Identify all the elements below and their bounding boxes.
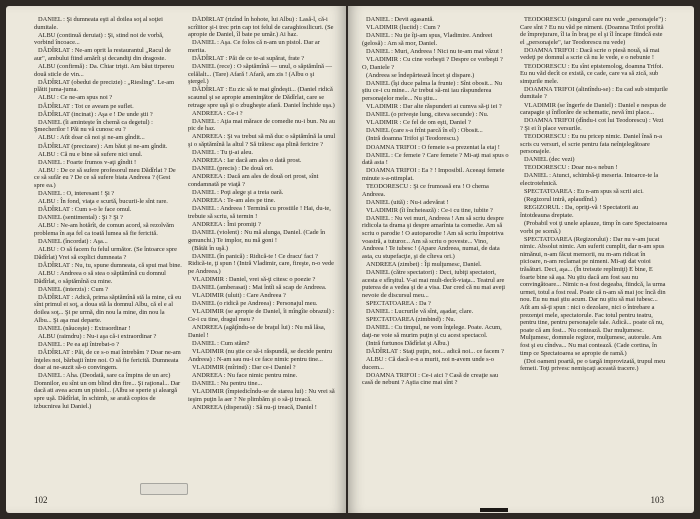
dialogue-line: (Andreea se îndepărtează încet şi dispare.) — [366, 71, 475, 79]
dialogue-line: VLADIMIR (împiedicîndu-se de starea lui) : Nu vrei să ieşim puţin la aer ? Ne plimbăm şi o să-ţi treacă. — [188, 387, 335, 403]
dialogue-line: VLADIMIR (se apropie de Daniel, îi mîngîie obrazul) : Ce-i cu tine, dragul meu ? — [188, 308, 335, 324]
dialogue-line: DANIEL : Poţi alege şi a treia oară. — [192, 189, 284, 197]
dialogue-line: DĂDÎRLAT : Eu zic să te mai gîndeşti... (Daniel ridică scaunul şi se apropie ameninţător de Dădîrlat, care se retrage spre uşă şi o zbugheşte afară. Daniel închide uşa.) — [188, 86, 335, 109]
right-page — [348, 6, 694, 513]
dialogue-line: VLADIMIR (mîrind) : Dar ce-i Daniel ? — [192, 363, 296, 371]
dialogue-line: DANIEL : Tu ţi-ai aleu. — [192, 149, 254, 157]
left-page — [6, 6, 346, 513]
dialogue-line: DANIEL : Aşa. Ce folos că n-am un pistol. Dar ar merita. — [188, 39, 320, 54]
dialogue-line: DOAMNA TRIFOI : Dacă scrie o piesă nouă, să mai vedeţi pe domnul a scrie că nu le vede, e o nebunie ! — [520, 46, 660, 62]
dialogue-line: ALBU : Ce ne-am spus noi ? — [38, 94, 113, 102]
dialogue-line: DĂDÎRLAT (precizare) : Am băut şi ne-am gîndit. — [38, 142, 168, 150]
dialogue-line: ALBU : Că nu e bine să sufere nici unul. — [38, 150, 143, 158]
dialogue-line: DANIEL (amberasat) : Mai întîi să scap de Andreea. — [192, 284, 327, 292]
dialogue-line: DANIEL : Foarte frumos v-aţi gîndit ! — [38, 158, 137, 166]
dialogue-line: DANIEL : Cu timpul, ne vom înţelege. Poate. Acum, daţi-ne voie să murim puţin şi cu acest spectacol. — [362, 324, 502, 339]
right-page-column-2 — [520, 16, 668, 486]
dialogue-line: TEODORESCU : Doar nu-s nebun ! — [524, 164, 618, 172]
dialogue-line: DANIEL : Andreea ! Termină cu prostiile ! Hai, du-te, trebuie să scriu, să termin ! — [188, 205, 331, 220]
dialogue-line: DANIEL : O, interesant ! Şi ? — [38, 190, 115, 198]
dialogue-line: VLADIMIR : Daniel, vrei să-ţi citesc o poezie ? — [192, 276, 316, 284]
dialogue-line: DĂDÎRLAT : Nu, tu, spune dumneata, că spui mai bine. — [38, 261, 182, 269]
dialogue-line: DANIEL (năuceşte) : Extraordinar ! — [38, 324, 131, 332]
dialogue-line: ANDREEA (disperată) : Să nu-ţi treacă, Daniel ! — [192, 403, 317, 411]
dialogue-line: DANIEL : Ce femeie ? Care femeie ? Mi-aţi mai spus o dată asta ! — [362, 151, 509, 167]
dialogue-line: DĂDÎRLAT : Adică, prima săptămînă stă la mine, că eu sînt primul ei soţ, a doua stă la domnul Albu, că el e al doilea soţ... Şi pe urmă, din nou la mine, din nou la Albu... Şi aşa mai departe. — [34, 293, 182, 324]
dialogue-line: DANIEL (o priveşte lung, citeva secunde) : Nu. — [366, 111, 489, 119]
dialogue-line: DĂDÎRLAT : Tot ce aveam pe suflet. — [38, 102, 134, 110]
dialogue-line: ANDREEA : Dacă am ales de două ori prost, sînt condamnată pe viaţă ? — [188, 173, 319, 188]
dialogue-line: DOAMNA TRIFOI : O femeie s-a prezentat la etaj ! — [366, 143, 500, 151]
dialogue-line: DANIEL (rece) : O săptămînă — unul, o săptămînă — celălalt... (Tare) Afară ! Afară, am zis ! (Albu o şi ştergel.) — [188, 63, 332, 86]
dialogue-line: ALBU : O să facem fu felul următor. (Se întoarce spre Dădîrlat) Vrei să explici dumneata ? — [34, 246, 177, 261]
dialogue-line: DANIEL (în panică) : Ridică-te ! Ce dracu' faci ? Ridică-te, ţi spun ! (Intră Vladimir, care, fireşte, n-o vede pe Andreea.) — [188, 252, 335, 275]
dialogue-line: SPECTATOAREA (Regizorului) : Dar nu v-am jucat nimic. Absolut nimic. Am suferit cumplit, dar n-am spus nimănui, n-am făcut memorii, nu m-am ridicat în picioare, n-am reclamat pe nimeni. Mi-aţi dat voioi trăsături. Deci, aşa... (În treisute replimiţi) E bine, E foarte bine să aşa. Nu ştiu dacă am fost sau nu convingătoare... Nimic n-a fost degeaba, fiindcă, la urma urmei, totul a fost real. Poate că n-am să mai joc încă din nou. Eu nu mai ştiu acum. Dar nu ştiu să mai iubesc... Atît am să-ţi spun : nici o dezolare, nici o întrebare a prezenţei mele, spectatorule. Fac totul pentru teatru, pentru tine, pentru personajele tale. Adică... poate că nu, poate că am fost... Nu contează. Dar mulţumesc. Mulţumesc, domnule regizor, mulţumesc, autorule. Am fost şi eu cîndva... Nu mai contează. (Cade cortina, în timp ce Spectatoarea se apropie de ramă.) — [520, 235, 666, 357]
dialogue-line: ANDREEA : Iar dacă am ales o dată prost. — [192, 157, 302, 165]
dialogue-line: VLADIMIR : Ce fel de om eşti, Daniel ? — [366, 119, 471, 127]
dialogue-line: DANIEL (îşi duce palma la frunte) : Sînt obosit... Nu ştiu ce-i cu mine... Ar trebui să-mi iau răspunderea personajelor mele... Nu ştiu... — [362, 79, 503, 102]
dialogue-line: ANDREEA : Îmi promiţi ? — [192, 220, 261, 228]
dialogue-line: DANIEL : Nu pentru tine... — [192, 379, 263, 387]
library-stamp — [140, 483, 188, 495]
dialogue-line: ANDREEA (zimbet) : Îţi mulţumesc, Daniel. — [366, 260, 482, 268]
dialogue-line: VLADIMIR (luciid) : Cum ? — [366, 24, 441, 32]
right-page-number: 103 — [650, 495, 664, 505]
dialogue-line: ALBU : Ne-am hotărît, de comun acord, să rezolvăm problema în aşa fel ca toată lumea să fie fericită. — [34, 222, 174, 238]
dialogue-line: (Bătăi în uşă.) — [192, 244, 229, 252]
dialogue-line: DANIEL (către spectatori) : Deci, iubiţi spectatori, acesta e sfîrşitul. V-ai mai mult-decît-viaţa... Teatrul are puterea de a vedea şi de a visa. Dar cred că nu mai aveţi nevoie de discursul meu... — [362, 269, 506, 299]
dialogue-line: DANIEL : Nu ţie îţi-am spus, Vladimire. Andreei (gelosă) : Am să mor, Daniel. — [362, 32, 493, 47]
dialogue-line: ALBU : Că dacă e-n a murit, noi n-avem unde s-o ducem... — [362, 356, 494, 371]
dialogue-line: DANIEL : Lucrurile vă sînt, aşadar, clare. — [366, 307, 474, 315]
dialogue-line: DANIEL (precis) : De două ori. — [192, 165, 274, 173]
dialogue-line: DOAMNA TRIFOI (dîndu-i cot lui Teodorescu) : Vezi ? Şi ei îi place versurile. — [520, 117, 664, 132]
dialogue-line: DĂDÎRLAT (incinat) : Aşa e ! De unde ştii ? — [38, 110, 153, 118]
dialogue-line: ANDREEA : Ce-i ? — [192, 109, 243, 117]
dialogue-line: SPECTATOAREA : Eu n-am spus să scrii aici. — [524, 188, 644, 196]
dialogue-line: DANIEL : Nu vei muri, Andreea ! Am să scriu despre ridicola ta drama şi despre amarînta ta comedie. Am să scriu o parodie ! O autoparodie ! Am să scriu împotriva voastră, a tuturor... Am să scriu o poveste... Vino, Andreea ! Te iubesc ! (Apare Andreea, numai, de data asta, cu stupefacţie, şi de cîteva ori.) — [362, 214, 504, 260]
dialogue-line: DĂDÎRLAT (obedui de precizie) : „Riesling". Le-am plătit juma-juma. — [34, 78, 175, 94]
dialogue-line: DANIEL (care s-a frînt parcă în el) : Obosit... — [366, 127, 483, 135]
dialogue-line: ANDREEA : Te-am ales pe tine. — [192, 197, 276, 205]
dialogue-line: DANIEL (încordat) : Aşa... — [38, 238, 108, 246]
dialogue-line: DANIEL (interzis) : Cum ? — [38, 285, 109, 293]
dialogue-line: TEODORESCU : Eu nu pricep nimic. Daniel însă n-a scris cu versuri, el scrie pentru fata neînţelegătoare personajele. — [520, 132, 662, 156]
dialogue-line: DANIEL (sentimental) : Şi ? Şi ? — [38, 214, 123, 222]
dialogue-line: DANIEL : Atunci, schimbă-ţi meseria. Intoarce-te la electrotehnică. — [520, 172, 659, 187]
dialogue-line: REGIZORUL : Da, opriţi-vă ! Spectatorii au întotdeauna dreptate. — [520, 204, 639, 219]
dialogue-line: DANIEL : Aha. (Deodată, sare ca împins de un arc) Domnilor, eu sînt un om blind din fire... Şi raţional... Dar dacă ati avea acum un pistol... (Albu se sperie şi aleargă spre uşă. Dădîrlat, în schimb, se arată copios de izbucnirea lui Daniel.) — [34, 372, 181, 410]
dialogue-line: TEODORESCU : Şi ce frumoasă era ! O chema Andreea. — [362, 182, 489, 198]
dialogue-line: DANIEL (uită) : Nu-i adevărat ! — [366, 198, 449, 206]
dialogue-line: ALBU (continuă deruiat) : Şi, stind noi de vorbă, vorbind încoace... — [34, 31, 164, 47]
dialogue-line: ANDREEA : Nu face nimic pentru mine. — [192, 371, 298, 379]
dialogue-line: ALBU (raimdru) : Nu-i aşa că-i extraordinar ? — [38, 332, 157, 340]
dialogue-line: DĂDÎRLAT : Ne-am oprit la restaurantul „Racul de aur", ambului fiind amărît şi decandiţi din dragoste. — [34, 47, 171, 62]
dialogue-line: VLADIMIR (se îngerfe de Daniel) : Daniel e nespus de carapagie şi înflorăre de schematic, nevă îmi place... — [520, 101, 667, 117]
dialogue-line: DANIEL : Devii agasantă. — [366, 16, 434, 23]
dialogue-line: DANIEL (violent) : Nu mă alunga, Daniel. (Cade în genunchi.) Te implor, nu mă goni ! — [188, 229, 326, 244]
dialogue-line: ALBU : De ce să sufere profesorul meu Dădîrlat ? De ce să sufăr eu ? De ce să sufere biata Andreea ? (Gest spre ea.) — [34, 166, 176, 189]
dialogue-line: DĂDÎRLAT : Staţi puţin, noi... adică noi... ce facem ? — [366, 347, 504, 355]
dialogue-line: ANDREEA : Şi va trebui să mă duc o săptămînă la unul şi o săptămînă la altul ? Să trăiesc aşa plină fericire ? — [188, 133, 336, 148]
dialogue-line: DANIEL : Pe ea aţi întrebat-o ? — [38, 340, 120, 348]
dialogue-line: TEODORESCU : Eu sînt epistemolog, doamna Trifoi. Eu nu văd decît ce există, ce cade, care va să zică, sub simţurile mele. — [520, 62, 664, 85]
dialogue-line: DĂDÎRLAT : Păi de ce te-ai supărat, frate ? — [192, 54, 305, 62]
dialogue-line: SPECTATOAREA : Da ? — [366, 299, 431, 307]
dialogue-line: DANIEL : Aţia mai mărace de comedie nu-i bun. Nu au pic de haz. — [188, 117, 335, 133]
dialogue-line: ALBU : Andreea o să stea o săptămînă cu domnul Dădîrlat, o săptămînă cu mine. — [34, 270, 166, 285]
dialogue-line: ALBU (confirmă) : Da. Chiar trişti. Am băut tirpereu două sticle de vin... — [34, 63, 174, 78]
dialogue-line: ALBU : În fond, viaţa e scurtă, bucurii-le sînt rare. — [38, 198, 168, 206]
dialogue-line: DANIEL : Muri, Andreea ! Nici nu te-am mai văzut ! — [366, 47, 503, 55]
dialogue-line: DANIEL (o ridică pe Andreea) : Personajul meu. — [192, 300, 318, 308]
dialogue-line: SPECTATOAREA (zimbind) : Nu. — [366, 316, 456, 324]
dialogue-line: DOAMNA TRIFOI : Ea ? ! Imposibil. Aceeaşi femeie minute s-a-ntimplat. — [362, 167, 505, 182]
dialogue-line: DOAMNA TRIFOI : Ce-i aici ? Casă de creaţie sau casă de nebuni ? Aştia cine mai sînt ? — [362, 371, 499, 387]
dialogue-line: DĂDÎRLAT : Cum s-o le face omul. — [38, 206, 132, 214]
dialogue-line: VLADIMIR (nu ştie ce să-i răspundă, se decide pentru Andreea) : N-am sau nu-i ce face nimic pentru tine... — [188, 347, 333, 363]
dialogue-line: ALBU : Atît doar că noi şi ne-am gîndit... — [38, 134, 145, 142]
dialogue-line: VLADIMIR (uluit) : Care Andreea ? — [192, 292, 286, 300]
end-mark — [480, 508, 508, 512]
dialogue-line: TEODORESCU (singurul care nu vede „personajele") : Care sînt ? Eu nu văd pe nimeni. (Doamna Trifoi profită de împrejurare, îl ia în braţ pe el şi îl încape fiindcă este el „personajele", iar Teodorescu nu vede) — [520, 16, 667, 46]
dialogue-line: DANIEL : Cum stăm? — [192, 339, 250, 347]
dialogue-line: VLADIMIR : Dar alte răspunderi ai cumva să-ţi iei ? — [366, 103, 502, 111]
dialogue-line: (Doi oameni poartă, pe o targă improvizată, trupul meu femeii. Toţi privesc nemişcaţi această tracere.) — [520, 357, 666, 373]
dialogue-line: (Regizorul intră, aplaudînd.) — [524, 196, 597, 204]
dialogue-line: (Intră furtunos Dădîrlat şi Albu.) — [366, 339, 450, 347]
dialogue-line: (Probabil voi ţi unele aplauze, timp în care Spectatoarea vorbi pe scenă.) — [520, 219, 668, 235]
dialogue-line: VLADIMIR : Cu cine vorbeşti ? Despre ce vorbeşti ? O, Daniele ? — [362, 55, 503, 71]
dialogue-line: DĂDÎRLAT (rizînd în hohote, lui Albu) : Lasă-l, că-i scrîiitor şi-i trec prin cap tot felul de caraghiosilicuri. (Se apropie de Daniel, îl bate pe umăr.) Ai haz. — [188, 16, 334, 39]
dialogue-line: DOAMNA TRIFOI (alintîndu-se) : Eu cad sub simţurile dumitale ? — [520, 85, 668, 101]
left-page-column-2 — [188, 16, 336, 486]
dialogue-line: DANIEL (îi aminteşte în chemă ca degetul) : Şmecherilor ! Păi nu vă cunosc eu ? — [34, 118, 153, 134]
dialogue-line: ANDREEA (agăţîndu-se de braţul lui) : Nu mă lăsa, Daniel ! — [188, 324, 326, 339]
dialogue-line: (Intră doamna Trifoi şi Teodorescu.) — [366, 135, 459, 143]
dialogue-line: VLADIMIR (îi încheiează) : Ce-i cu tine, iubite ? — [366, 206, 493, 214]
dialogue-line: DANIEL (dec vezi) — [524, 156, 575, 164]
left-page-number: 102 — [34, 495, 48, 505]
left-page-column-1 — [34, 16, 182, 486]
dialogue-line: DANIEL : Şi dumneata eşti al doilea soţ al soţiei dumitale. — [34, 16, 163, 31]
right-page-column-1 — [362, 16, 510, 486]
dialogue-line: DĂDÎRLAT : Păi, de ce s-o mai întrebăm ? Doar ne-am înţeles noi, bărbaţii între noi. O să fie fericită. Dumneata doar ai ne-auzit să-o convingem. — [34, 348, 181, 372]
